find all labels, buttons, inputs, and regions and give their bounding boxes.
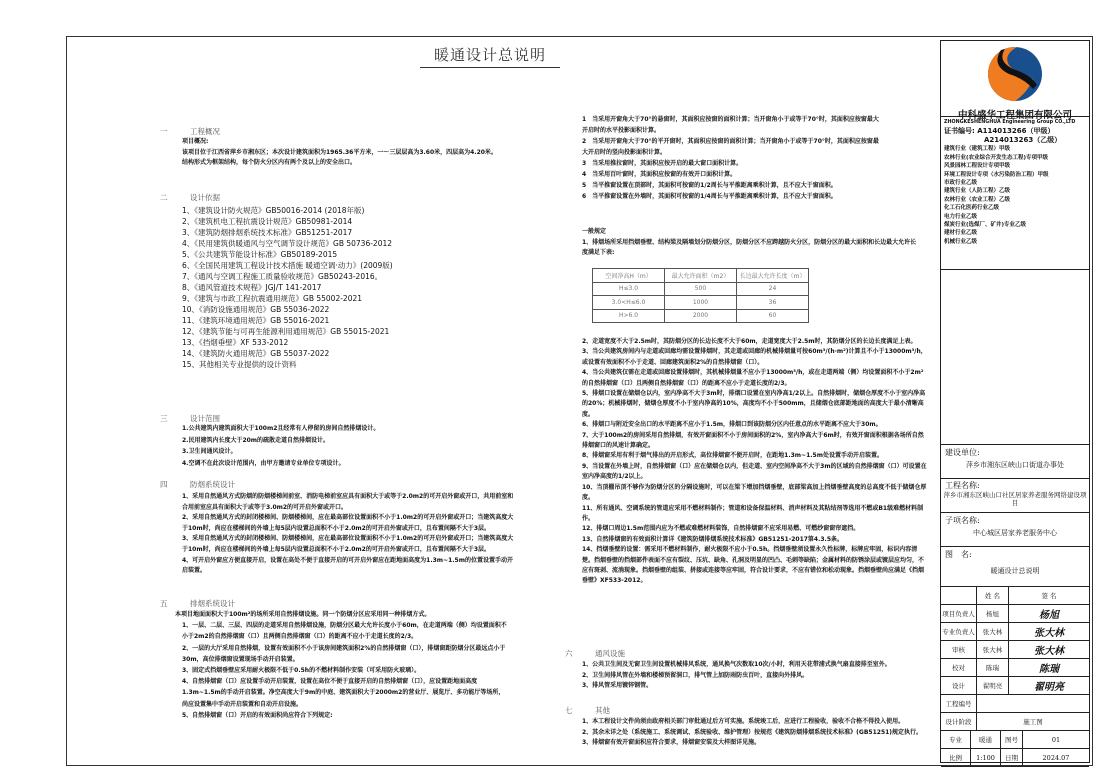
signature-header: 签 名 <box>1009 587 1089 605</box>
list-item: 2、《建筑机电工程抗震设计规范》GB50981-2014 <box>182 217 353 226</box>
role-label: 校对 <box>941 659 977 677</box>
list-item: 6、排烟口与附近安全出口的水平距离不应小于1.5m，排烟口到该防烟分区内任意点的水平距离不应大于30m。 <box>582 421 882 429</box>
section-3-list <box>182 423 552 469</box>
list-item: 2、卫生间排风管在外墙和楼梯预留洞口，排气管上加防雨防虫百叶，直接向外排风。 <box>582 671 809 679</box>
stage-value: 施工图 <box>977 713 1089 731</box>
section-6-list <box>582 660 927 692</box>
table-header-row: 空间净高H（m） 最大允许面积（m2） 长边最大允许长度（m） <box>593 269 809 283</box>
list-item: 5 当平推窗设置在顶部时，其面积可按窗的1/2周长与平推距离乘积计算，且不应大于窗面积。 <box>582 182 837 189</box>
list-item: 2、一层的大厅采用自然排烟，设置有效面积不小于该房间建筑面积2%的自然排烟窗（口），排烟窗距防烟分区最远点小于30m，高位排烟窗设置现场手动开启装置。 <box>182 644 506 663</box>
list-item: 9、《建筑与市政工程抗震通用规范》GB 55002-2021 <box>182 294 363 303</box>
list-item: 8、排烟窗采用有利于烟气排出的开启形式，高位排烟窗不便开启时，在距地1.3m~1.5m处设置手动开启装置。 <box>582 452 883 460</box>
list-item: 4.空调不在此次设计范围内，由甲方邀请专业单位专项设计。 <box>182 459 345 467</box>
list-item: 建材行业乙级 <box>944 230 978 237</box>
list-item: 3、采用自然通风方式的封闭楼梯间、防烟楼梯间，应在最高部位设置面积不小于1.0m2的可开启外窗或开口；当建筑高度大于10m时，尚应在楼梯间的外墙上每5层内设置总面积不小于2.0m2的可开启外窗或开口，且布置间隔不大于3层。 <box>182 535 514 553</box>
list-item: 8、《通风管道技术规程》JGJ/T 141-2017 <box>182 283 322 292</box>
signature: 陈瑞 <box>1009 659 1089 677</box>
title-block-field: 暖通 <box>971 731 1001 749</box>
company-logo-icon <box>941 41 1089 103</box>
list-item: 10、当顶棚吊顶不够作为防烟分区的分隔设施时，可以在梁下增加挡烟垂壁，底部梁高加上挡烟垂壁高度的总高度不低于储烟仓厚度。 <box>582 483 927 502</box>
title-block-field: 图号 <box>1001 731 1023 749</box>
cert-line-1: 证书编号: A114013266（甲级） <box>944 127 1055 136</box>
list-item: 2 当采用开窗角大于70°的平开窗时，其面积应按窗的面积计算；当开窗角小于或等于70°时，其面积应按窗最大开启时的竖向投影面积计算。 <box>582 138 879 156</box>
signer-name: 陈瑞 <box>977 659 1009 677</box>
section-1-heading: 一 工程概况 <box>160 127 220 136</box>
section-2-list <box>182 205 552 370</box>
section-5-heading: 五 排烟系统设计 <box>160 599 235 608</box>
list-item: 环境工程设计专项（水污染防治工程）甲级 <box>944 171 1049 178</box>
list-item: 13、自然排烟窗的有效面积计算详《建筑防烟排烟系统技术标准》GB51251-2017第4.3.5条。 <box>582 535 843 543</box>
list-item: 3.卫生间通风设计。 <box>182 448 237 455</box>
list-item: 1、一层、二层、三层、四层的走道采用自然排烟设施，防烟分区最大允许长度小于60m，在走道两端（侧）均设置面积不小于2m2的自然排烟窗（口）且两侧自然排烟窗（口）的距离不应小于走道长度的2/3。 <box>182 622 507 641</box>
list-item: 7、大于100m2的房间采用自然排烟，有效开窗面积不小于房间面积的2%，室内净高大于6m时，有效开窗面积根据各场所自然排烟窗口的风速计算确定。 <box>582 431 924 450</box>
company-logo-cell <box>941 41 1089 121</box>
list-item: 市政行业乙级 <box>944 180 978 187</box>
list-item: 10、《消防设施通用规范》GB 55036-2022 <box>182 305 330 314</box>
overview-line: 该项目位于江西省萍乡市湘东区；本次设计建筑面积为1965.36平方米，一～三层层高为3.60米，四层高为4.20米。 <box>182 148 497 156</box>
section-6-heading: 六 通风设施 <box>565 649 625 658</box>
list-item: 建筑行业（建筑工程）甲级 <box>944 146 1011 153</box>
project-no-value <box>977 695 1089 713</box>
signature: 张大林 <box>1009 623 1089 641</box>
list-item: 2.民用建筑内长度大于20m的疏散走道自然排烟设计。 <box>182 436 330 444</box>
list-item: 11、《建筑环境通用规范》GB 55016-2021 <box>182 316 330 325</box>
general-rules-text: 1、排烟场所采用挡烟垂壁、结构梁及隔墙划分防烟分区，防烟分区不应跨越防火分区，防烟分区的最大面积和长边最大允许长度满足下表: <box>582 238 917 257</box>
list-item: 煤炭行业(选煤厂、矿井)专业乙级 <box>944 222 1027 229</box>
signature: 张大林 <box>1009 641 1089 659</box>
section-7-heading: 七 其他 <box>565 706 610 715</box>
smoke-zone-table <box>592 268 809 323</box>
list-item: 1、采用自然通风方式防烟的防烟楼梯间前室、消防电梯前室应具有面积大于或等于2.0m2的可开启外窗或开口，共用前室和合用前室应具有面积大于或等于3.0m2的可开启外窗或开口。 <box>182 493 514 511</box>
list-item: 6、《全国民用建筑工程设计技术措施 暖通空调·动力》(2009版) <box>182 261 393 270</box>
list-item: 3、当公共建筑房间内与走道或回廊均需设置排烟时，其走道或回廊的机械排烟量可按60m³/(h·m²)计算且不小于13000m³/h，或设置有效面积不小于走道、回廊建筑面积2%的自然排烟窗（口）。 <box>582 348 927 366</box>
opening-area-rules <box>582 114 882 202</box>
list-item: 11、所有通风、空调系统的管道应采用不燃材料制作；管道和设备保温材料、消声材料及其粘结剂等选用不燃或B1级难燃材料制作。 <box>582 504 924 522</box>
overview-line: 结构形式为框架结构，每个防火分区内有两个及以上的安全出口。 <box>182 159 357 167</box>
list-item: 1 当采用开窗角大于70°的悬窗时，其面积应按窗的面积计算；当开窗角小于或等于70°时，其面积应按窗最大开启时的水平投影面积计算。 <box>582 116 879 134</box>
signature: 翟明亮 <box>1009 677 1089 695</box>
list-item: 4、可开启外窗应方便直接开启，设置在高处不便于直接开启的可开启外窗应在距地面高度为1.3m~1.5m的位置设置手动开启装置。 <box>182 556 513 575</box>
list-item: 3 当采用推拉窗时，其面积应按开启的最大窗口面积计算。 <box>582 160 743 167</box>
section-4-list <box>182 492 517 577</box>
blank-header <box>941 587 977 605</box>
general-rules-intro <box>582 227 922 259</box>
overview-subtitle: 项目概况: <box>182 138 209 145</box>
signer-name: 翟明亮 <box>977 677 1009 695</box>
general-rules-list <box>582 337 927 587</box>
title-block-field: 2024.07 <box>1023 749 1089 767</box>
section-5-intro: 本项目地面面积大于100m²的场所采用自然排烟设施。同一个防烟分区应采用同一种排烟方式。 <box>175 611 431 618</box>
list-item: 2、走道宽度不大于2.5m时，其防烟分区的长边长度不大于60m，走道宽度大于2.5m时，其防烟分区的长边长度满足上表。 <box>582 338 917 345</box>
list-item: 4 当采用百叶窗时，其面积应按窗的有效开口面积计算。 <box>582 171 737 178</box>
list-item: 机械行业乙级 <box>944 238 978 245</box>
section-1-body <box>182 137 552 169</box>
list-item: 9、当设置在外墙上时，自然排烟窗（口）应在储烟仓以内，但走道、室内空间净高不大于3m的区域的自然排烟窗（口）可设置在室内净高度的1/2以上。 <box>582 462 927 481</box>
list-item: 1、公共卫生间及无窗卫生间设置机械排风系统，通风换气次数取10次/小时，利用天花带浦式换气扇直接排至室外。 <box>582 661 891 668</box>
list-item: 3、固定式挡烟垂壁应采用耐火极限不低于0.5h的不燃材料制作安装（可采用防火玻璃）。 <box>182 667 421 675</box>
name-header: 姓 名 <box>977 587 1009 605</box>
stage-label: 设计阶段 <box>941 713 977 731</box>
qualification-cell <box>941 117 1089 270</box>
section-7-list <box>582 717 927 749</box>
table-row: H>6.0 2000 60 <box>593 309 809 323</box>
section-4-heading: 四 防烟系统设计 <box>160 480 235 489</box>
drawing-name-cell: 图 名: 暖通设计总说明 <box>941 547 1089 587</box>
list-item: 14、《建筑防火通用规范》GB 55037-2022 <box>182 349 330 358</box>
list-item: 3、排风管采用镀锌钢管。 <box>582 682 653 689</box>
list-item: 建筑行业（人防工程）乙级 <box>944 188 1011 195</box>
role-label: 项目负责人 <box>941 605 977 623</box>
list-item: 4、《民用建筑供暖通风与空气调节设计规范》GB 50736-2012 <box>182 239 393 248</box>
project-cell: 工程名称: 萍乡市湘东区峡山口社区居家养老服务网络建设项目 <box>941 479 1089 513</box>
list-item: 2、采用自然通风方式的封闭楼梯间、防烟楼梯间，应在最高部位设置面积不小于1.0m2的可开启外窗或开口；当建筑高度大于10m时，尚应在楼梯间的外墙上每5层内设置总面积不小于2.0m2的可开启外窗或开口，且布置间隔不大于3层。 <box>182 514 514 532</box>
list-item: 7、《通风与空调工程施工质量验收规范》GB50243-2016。 <box>182 272 383 281</box>
section-2-heading: 二 设计依据 <box>160 193 220 202</box>
list-item: 5、《公共建筑节能设计标准》GB50189-2015 <box>182 250 338 259</box>
title-block-field: 01 <box>1023 731 1089 749</box>
table-row: H≤3.0 500 24 <box>593 282 809 296</box>
signature-table <box>941 587 1089 767</box>
client-cell: 建设单位: 萍乡市湘东区峡山口街道办事处 <box>941 445 1089 479</box>
section-3-heading: 三 设计范围 <box>160 414 220 423</box>
list-item: 1.公共建筑内建筑面积大于100m2且经常有人停留的房间自然排烟设计。 <box>182 425 380 432</box>
title-block-field: 专业 <box>941 731 971 749</box>
cert-line-2: A214013263（乙级） <box>984 136 1062 145</box>
section-5-body <box>175 609 510 721</box>
list-item: 3、《建筑防烟排烟系统技术标准》GB51251-2017 <box>182 228 353 237</box>
list-item: 13、《挡烟垂壁》XF 533-2012 <box>182 338 289 347</box>
list-item: 5、排烟口设置在储烟仓以内，室内净高不大于3m时，排烟口设置在室内净高1/2以上。自然排烟时，储烟仓厚度不小于室内净高的20%；机械排烟时，储烟仓厚度不小于室内净高的10%，高度均不小于500mm，且储烟仓底部距地面的高度大于最小清晰高度。 <box>582 390 926 418</box>
role-label: 设计 <box>941 677 977 695</box>
page-title: 暖通设计总说明 <box>420 44 560 68</box>
title-block-field: 1:100 <box>971 749 1001 767</box>
signer-name: 张大林 <box>977 623 1009 641</box>
company-english-name: ZHONGKESHENGHUA Engineering Group CO.,LTD <box>944 120 1076 125</box>
list-item: 6 当平推窗设置在外墙时，其面积可按窗的1/4周长与平推距离乘积计算，且不应大于窗面积。 <box>582 193 837 200</box>
project-no-label: 工程编号 <box>941 695 977 713</box>
list-item: 1、《建筑设计防火规范》GB50016-2014 (2018年版) <box>182 206 365 215</box>
list-item: 1、本工程设计文件尚须由政府相关部门审批通过后方可实施。系统竣工后，应进行工程验收，验收不合格不得投入使用。 <box>582 718 905 725</box>
title-block-field: 比例 <box>941 749 971 767</box>
list-item: 4、当公共建筑仅需在走道或回廊设置排烟时，其机械排烟量不应小于13000m³/h，或在走道两端（侧）均设置面积不小于2m²的自然排烟窗（口）且两侧自然排烟窗（口）的距离不应小于走道长度的2/3。 <box>582 369 924 387</box>
title-block <box>940 40 1090 763</box>
signer-name: 张大林 <box>977 641 1009 659</box>
list-item: 2、其余未详之处（系统施工、系统调试、系统验收、维护管理）按规范《建筑防烟排烟系统技术标准》(GB51251)规定执行。 <box>582 728 923 736</box>
list-item: 12、排烟口周边1.5m范围内应为不燃或难燃材料装饰，自然排烟窗不应采用易燃、可燃纱窗窗帘遮挡。 <box>582 525 860 533</box>
list-item: 化工石化医药行业乙级 <box>944 205 1000 212</box>
list-item: 15、其他相关专业提供的设计资料 <box>182 360 297 369</box>
signer-name: 杨旭 <box>977 605 1009 623</box>
list-item: 4、自然排烟窗（口）应设置手动开启装置，设置在高位不便于直接开启的自然排烟窗（口），应设置距地面高度1.3m~1.5m的手动开启装置。净空高度大于9m的中庭、建筑面积大于2000m2的营业厅、展览厅、多功能厅等场所，尚应设置集中手动开启装置和自动开启设施。 <box>182 678 505 708</box>
list-item: 电力行业乙级 <box>944 213 978 220</box>
company-name: 中科盛华工程集团有限公司 <box>957 110 1072 121</box>
list-item: 3、排烟窗有效开窗面积应符合要求，排烟窗安装及大样图详见施。 <box>582 739 761 746</box>
role-label: 审核 <box>941 641 977 659</box>
list-item: 14、挡烟垂壁的设置：需采用不燃材料制作，耐火极限不应小于0.5h。挡烟垂壁须设置永久性标牌，标牌应牢固，标识内容清楚。挡烟垂壁的挡烟部件表面不应有裂纹、压坑、缺角、孔洞及明显的凹凸、毛刺等缺陷；金属材料的防锈涂层或镀层应均匀，不应有斑剥、流淌现象。挡烟垂壁的组装、拼接或连接等应牢固，符合设计要求，不应有错位和松动现象。挡烟垂壁尚应满足《挡烟垂壁》XF533-2012。 <box>582 546 925 585</box>
list-item: 5、自然排烟窗（口）开启的有效面积尚应符合下列规定: <box>182 711 333 719</box>
general-rules-title: 一般规定 <box>582 228 607 235</box>
list-item: 12、《建筑节能与可再生能源利用通用规范》GB 55015-2021 <box>182 327 390 336</box>
title-block-field: 日期 <box>1001 749 1023 767</box>
role-label: 专业负责人 <box>941 623 977 641</box>
list-item: 农林行业（农业工程）乙级 <box>944 196 1011 203</box>
list-item: 风景园林工程设计专项甲级 <box>944 163 1011 170</box>
list-item: 农林行业(农业综合开发生态工程)专项甲级 <box>944 154 1049 161</box>
subproject-cell: 子项名称: 中心城区居家养老服务中心 <box>941 513 1089 547</box>
blank-cell <box>941 270 1089 445</box>
table-row: 3.0<H≤6.0 1000 36 <box>593 296 809 310</box>
signature: 杨旭 <box>1009 605 1089 623</box>
